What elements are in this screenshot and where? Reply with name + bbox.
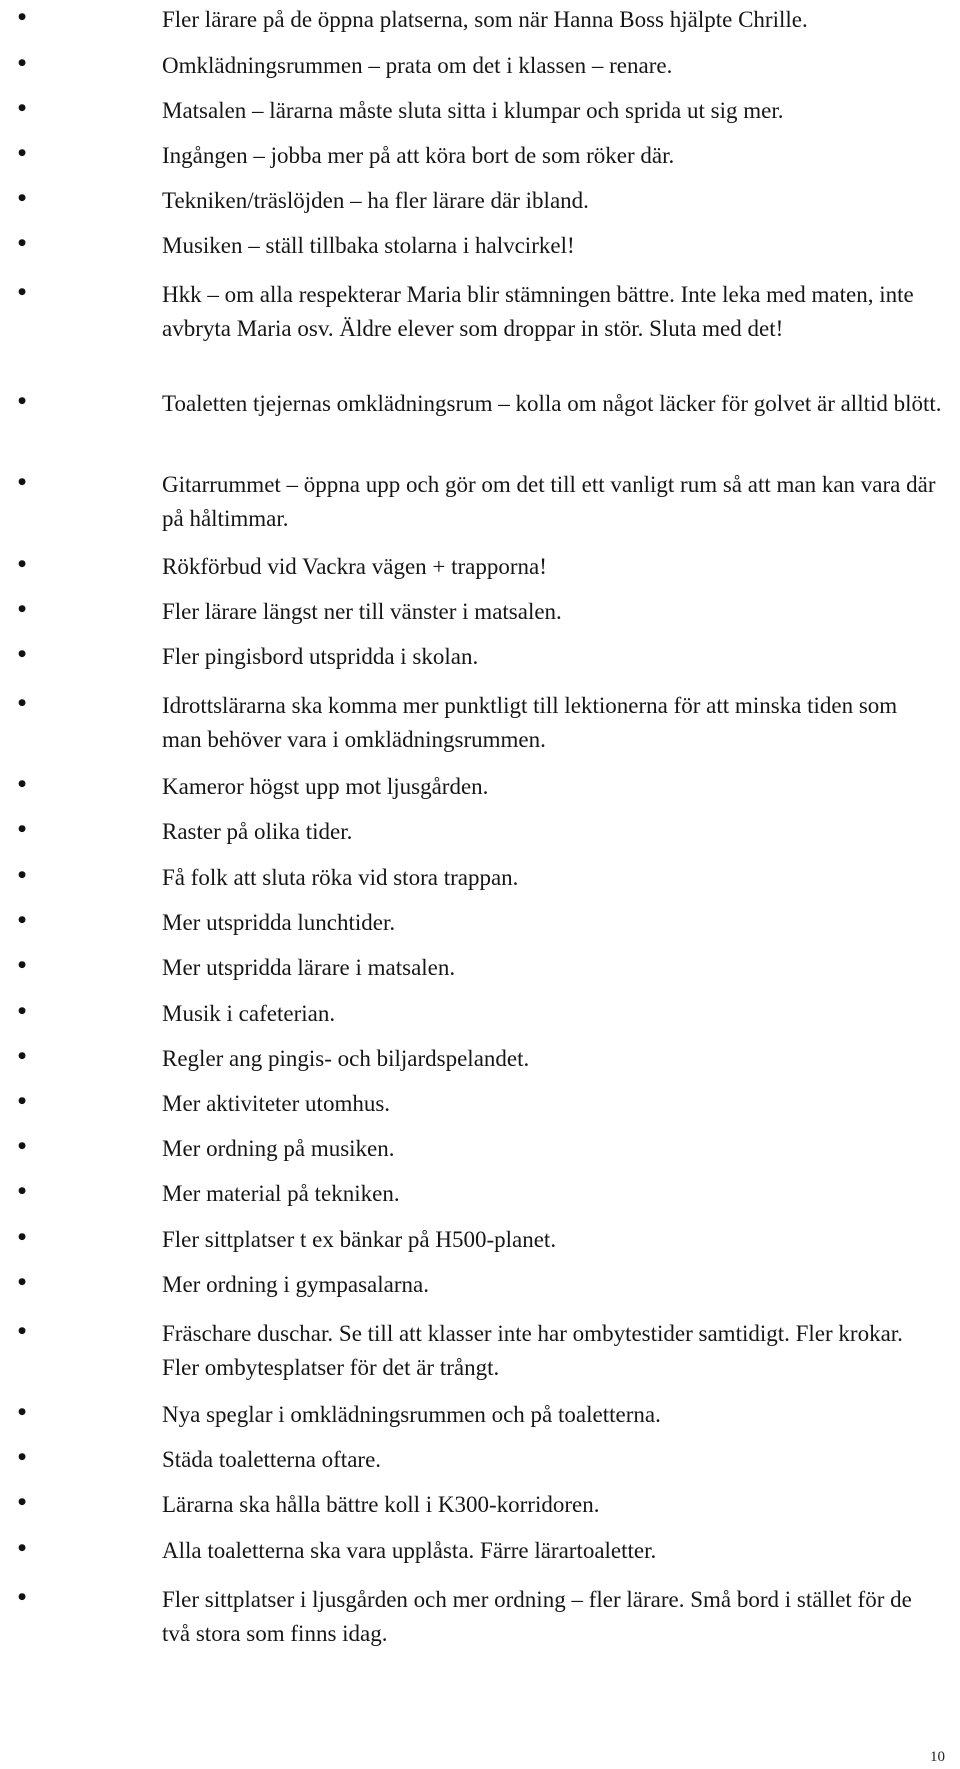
- list-item-text: Raster på olika tider.: [162, 819, 353, 844]
- bullet-icon: ●: [18, 1543, 26, 1553]
- list-item-text: Idrottslärarna ska komma mer punktligt till lektionerna för att minska tiden som man behöver vara i omklädningsrummen.: [162, 693, 903, 752]
- list-item-text: Rökförbud vid Vackra vägen + trapporna!: [162, 554, 547, 579]
- list-item-text: Mer material på tekniken.: [162, 1181, 400, 1206]
- page-number: 10: [930, 1749, 945, 1765]
- bullet-icon: ●: [18, 960, 26, 970]
- list-item-text: Fler pingisbord utspridda i skolan.: [162, 644, 479, 669]
- list-item-text: Fler lärare längst ner till vänster i matsalen.: [162, 599, 562, 624]
- list-item-text: Alla toaletterna ska vara upplåsta. Färre lärartoaletter.: [162, 1538, 657, 1563]
- list-item-text: Få folk att sluta röka vid stora trappan.: [162, 865, 519, 890]
- list-item-text: Ingången – jobba mer på att köra bort de som röker där.: [162, 143, 675, 168]
- bullet-icon: ●: [18, 1407, 26, 1417]
- list-item-text: Musiken – ställ tillbaka stolarna i halvcirkel!: [162, 233, 575, 258]
- bullet-icon: ●: [18, 1006, 26, 1016]
- list-item-text: Fler sittplatser t ex bänkar på H500-planet.: [162, 1227, 557, 1252]
- list-item-text: Nya speglar i omklädningsrummen och på toaletterna.: [162, 1402, 661, 1427]
- list-item-text: Mer utspridda lunchtider.: [162, 910, 396, 935]
- list-item-text: Lärarna ska hålla bättre koll i K300-korridoren.: [162, 1492, 600, 1517]
- list-item-text: Hkk – om alla respekterar Maria blir stämningen bättre. Inte leka med maten, inte avbryta Maria osv. Äldre elever som droppar in stör. Sluta med det!: [162, 282, 920, 341]
- list-item-text: Omklädningsrummen – prata om det i klassen – renare.: [162, 53, 673, 78]
- bullet-icon: ●: [18, 779, 26, 789]
- list-item-text: Fräschare duschar. Se till att klasser inte har ombytestider samtidigt. Fler krokar. Fler ombytesplatser för det är trångt.: [162, 1321, 909, 1380]
- bullet-icon: ●: [18, 824, 26, 834]
- bullet-icon: ●: [18, 1186, 26, 1196]
- list-item-text: Fler lärare på de öppna platserna, som när Hanna Boss hjälpte Chrille.: [162, 7, 808, 32]
- bullet-icon: ●: [18, 193, 26, 203]
- list-item-text: Mer utspridda lärare i matsalen.: [162, 955, 456, 980]
- bullet-icon: ●: [18, 559, 26, 569]
- bullet-icon: ●: [18, 148, 26, 158]
- list-item-text: Mer aktiviteter utomhus.: [162, 1091, 391, 1116]
- bullet-icon: ●: [18, 103, 26, 113]
- bullet-icon: ●: [18, 12, 26, 22]
- bullet-icon: ●: [18, 287, 26, 297]
- bullet-icon: ●: [18, 58, 26, 68]
- list-item-text: Regler ang pingis- och biljardspelandet.: [162, 1046, 530, 1071]
- list-item-text: Gitarrummet – öppna upp och gör om det till ett vanligt rum så att man kan vara där på håltimmar.: [162, 472, 942, 531]
- list-item-text: Mer ordning på musiken.: [162, 1136, 395, 1161]
- bullet-icon: ●: [18, 649, 26, 659]
- bullet-icon: ●: [18, 1141, 26, 1151]
- bullet-icon: ●: [18, 915, 26, 925]
- list-item-text: Kameror högst upp mot ljusgården.: [162, 774, 489, 799]
- list-item-text: Mer ordning i gympasalarna.: [162, 1272, 429, 1297]
- bullet-icon: ●: [18, 1592, 26, 1602]
- bullet-icon: ●: [18, 1232, 26, 1242]
- list-item-text: Städa toaletterna oftare.: [162, 1447, 382, 1472]
- bullet-icon: ●: [18, 1326, 26, 1336]
- bullet-icon: ●: [18, 1277, 26, 1287]
- bullet-icon: ●: [18, 698, 26, 708]
- bullet-icon: ●: [18, 1497, 26, 1507]
- bullet-icon: ●: [18, 1096, 26, 1106]
- list-item-text: Matsalen – lärarna måste sluta sitta i klumpar och sprida ut sig mer.: [162, 98, 784, 123]
- list-item-text: Tekniken/träslöjden – ha fler lärare där ibland.: [162, 188, 589, 213]
- bullet-icon: ●: [18, 1452, 26, 1462]
- bullet-icon: ●: [18, 477, 26, 487]
- bullet-icon: ●: [18, 396, 26, 406]
- list-item-text: Musik i cafeterian.: [162, 1001, 336, 1026]
- bullet-icon: ●: [18, 238, 26, 248]
- list-item-text: Fler sittplatser i ljusgården och mer ordning – fler lärare. Små bord i stället för de två stora som finns idag.: [162, 1587, 918, 1646]
- bullet-icon: ●: [18, 870, 26, 880]
- list-item-text: Toaletten tjejernas omklädningsrum – kolla om något läcker för golvet är alltid blött.: [162, 391, 942, 416]
- bullet-icon: ●: [18, 604, 26, 614]
- bullet-icon: ●: [18, 1051, 26, 1061]
